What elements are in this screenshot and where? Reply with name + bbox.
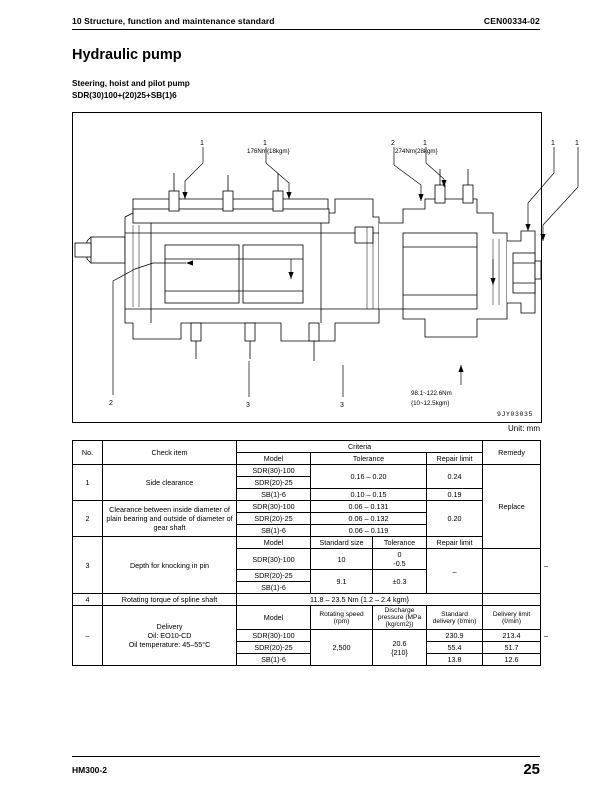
torque-bottom-line1: 98.1~122.6Nm [411, 390, 452, 397]
row2-model-1: SDR(30)-100 [237, 501, 311, 513]
footer-model: HM300-2 [72, 764, 107, 775]
page-footer [72, 756, 540, 778]
row1-tolerance-1: 0.16 – 0.20 [311, 465, 427, 489]
row1-repair-limit-1: 0.24 [427, 465, 483, 489]
row5-model-3: SB(1)-6 [237, 654, 311, 666]
row5-delivery-limit-1: 213.4 [483, 630, 541, 642]
maintenance-standard-table [72, 440, 549, 666]
row1-tolerance-2: 0.10 – 0.15 [311, 489, 427, 501]
remedy-replace: Replace [483, 465, 541, 549]
row1-repair-limit-2: 0.19 [427, 489, 483, 501]
table-subheader-row-c: – Delivery Oil: EO10-CD Oil temperature: 45–55°C Model Rotating speed (rpm) Discharge pressure (MPa {kg/cm2}) Standard delivery (ℓ/min) Delivery limit (ℓ/min) – [73, 606, 541, 630]
torque-bottom-line2: {10~12.5kgm} [411, 400, 450, 407]
row2-tolerance-2: 0.06 – 0.132 [311, 513, 427, 525]
row4-remedy [483, 594, 541, 606]
callout-1a: 1 [200, 140, 204, 147]
row2-tolerance-1: 0.06 – 0.131 [311, 501, 427, 513]
row3-tolerance-1 [373, 549, 427, 570]
callout-1d: 1 [551, 140, 555, 147]
row2-no: 2 [73, 501, 103, 537]
row2-repair-limit: 0.20 [427, 501, 483, 537]
page-title: Hydraulic pump [72, 47, 182, 63]
th-standard-size-b: Standard size [311, 537, 373, 549]
th-model-b: Model [237, 537, 311, 549]
figure-code: 9JY03035 [496, 411, 533, 418]
row5-dp-line2: {210} [391, 647, 408, 657]
unit-note: Unit: mm [508, 424, 540, 433]
th-delivery-limit: Delivery limit (ℓ/min) [483, 606, 541, 630]
th-repair-limit-b: Repair limit [427, 537, 483, 549]
row1-model-1: SDR(30)-100 [237, 465, 311, 477]
row3-tolerance-2: ±0.3 [373, 570, 427, 594]
row5-standard-delivery-1: 230.9 [427, 630, 483, 642]
table-header-row [73, 441, 541, 453]
row5-standard-delivery-3: 13.8 [427, 654, 483, 666]
row2-tolerance-3: 0.06 – 0.119 [311, 525, 427, 537]
table-row [73, 465, 541, 477]
hydraulic-pump-figure [72, 112, 579, 423]
row2-model-2: SDR(20)-25 [237, 513, 311, 525]
row5-no: – [73, 606, 103, 666]
th-model-c: Model [237, 606, 311, 630]
row3-check-item: Depth for knocking in pin [103, 537, 237, 594]
th-standard-delivery: Standard delivery (ℓ/min) [427, 606, 483, 630]
callout-3a: 3 [246, 402, 250, 409]
row2-model-3: SB(1)-6 [237, 525, 311, 537]
row1-no: 1 [73, 465, 103, 501]
row3-model-2: SDR(20)-25 [237, 570, 311, 582]
callout-3b: 3 [340, 402, 344, 409]
row2-check-item: Clearance between inside diameter of plain bearing and outside of diameter of gear shaft [103, 501, 237, 537]
torque-left-label: 176Nm{18kgm} [247, 148, 290, 155]
row5-standard-delivery-2: 55.4 [427, 642, 483, 654]
row5-model-2: SDR(20)-25 [237, 642, 311, 654]
th-rotating-speed: Rotating speed (rpm) [311, 606, 373, 630]
row3-model-3: SB(1)-6 [237, 582, 311, 594]
row5-check-item [103, 606, 237, 666]
page-subtitle [72, 78, 190, 101]
row1-model-3: SB(1)-6 [237, 489, 311, 501]
callout-2a: 2 [391, 140, 395, 147]
row3-standard-size-2: 9.1 [311, 570, 373, 594]
callout-1c: 1 [423, 140, 427, 147]
row3-no: 3 [73, 537, 103, 594]
callout-2b: 2 [109, 400, 113, 407]
row4-check-item: Rotating torque of spline shaft [103, 594, 237, 606]
row5-model-1: SDR(30)-100 [237, 630, 311, 642]
row5-delivery-limit-2: 51.7 [483, 642, 541, 654]
callout-1b: 1 [263, 140, 267, 147]
row5-discharge-pressure [373, 630, 427, 666]
torque-right-label: 274Nm{28kgm} [395, 148, 438, 155]
th-discharge-pressure: Discharge pressure (MPa {kg/cm2}) [373, 606, 427, 630]
th-no: No. [73, 441, 103, 465]
callout-1e: 1 [575, 140, 579, 147]
row3-tolerance-1-top: 0 [397, 550, 402, 559]
header-section-title: 10 Structure, function and maintenance standard [72, 16, 275, 26]
th-criteria: Criteria [237, 441, 483, 453]
th-check-item: Check item [103, 441, 237, 465]
row5-item-line3: Oil temperature: 45–55°C [128, 640, 211, 649]
th-tolerance-b: Tolerance [373, 537, 427, 549]
th-model-a: Model [237, 453, 311, 465]
subtitle-line-1: Steering, hoist and pilot pump [72, 79, 190, 88]
row5-item-line1: Delivery [156, 622, 183, 631]
table-row [73, 594, 541, 606]
th-tolerance-a: Tolerance [311, 453, 427, 465]
row3-standard-size-1: 10 [311, 549, 373, 570]
row5-dp-line1: 20.6 [392, 638, 407, 648]
table-row [73, 501, 541, 513]
header-document-number: CEN00334-02 [483, 16, 540, 26]
row5-rotating-speed: 2,500 [311, 630, 373, 666]
row5-item-line2: Oil: EO10-CD [147, 631, 192, 640]
row3-tolerance-1-bottom: -0.5 [393, 559, 406, 568]
table-subheader-row-b: 3 Depth for knocking in pin Model Standard size Tolerance Repair limit – [73, 537, 541, 549]
row3-repair-limit: – [427, 549, 483, 594]
row1-model-2: SDR(20)-25 [237, 477, 311, 489]
row3-model-1: SDR(30)-100 [237, 549, 311, 570]
subtitle-line-2: SDR(30)100+(20)25+SB(1)6 [72, 90, 177, 100]
row4-value: 11.8 – 23.5 Nm {1.2 – 2.4 kgm} [237, 594, 483, 606]
row5-delivery-limit-3: 12.6 [483, 654, 541, 666]
footer-page-number: 25 [523, 761, 540, 778]
th-remedy: Remedy [483, 441, 541, 465]
row1-check-item: Side clearance [103, 465, 237, 501]
th-repair-limit-a: Repair limit [427, 453, 483, 465]
row4-no: 4 [73, 594, 103, 606]
page-header [72, 16, 540, 30]
